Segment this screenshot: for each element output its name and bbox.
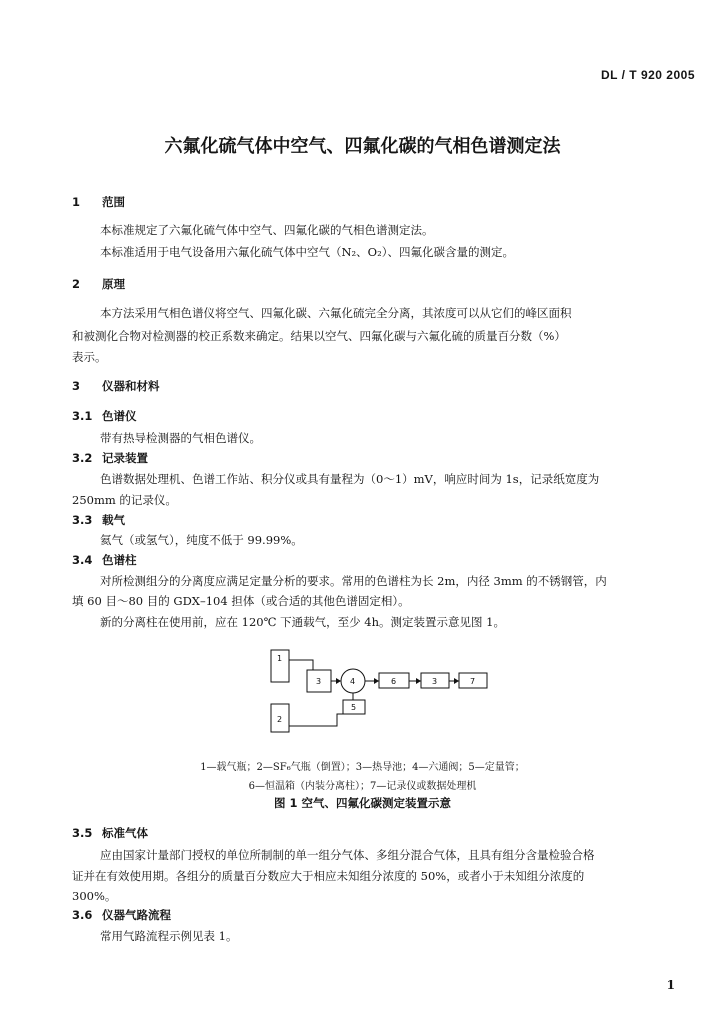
section-3-5-number: 3.5 — [72, 826, 93, 840]
section-3-2-title: 记录装置 — [102, 451, 148, 465]
section-3-4-line-2: 填 60 目～80 目的 GDX–104 担体（或合适的其他色谱固定相）。 — [72, 594, 410, 608]
label-4: 4 — [350, 677, 356, 686]
figure-caption-line-2: 6—恒温箱（内装分离柱）；7—记录仪或数据处理机 — [248, 781, 477, 792]
section-3-1-heading — [72, 408, 137, 424]
figure-caption-line-1: 1—载气瓶；2—SF₆气瓶（倒置）；3—热导池；4—六通阀；5—定量管； — [200, 762, 525, 773]
connector-line — [289, 660, 313, 670]
label-3b: 3 — [432, 677, 438, 686]
section-3-4-number: 3.4 — [72, 553, 93, 567]
section-3-6-heading — [72, 907, 171, 923]
section-3-5-line-1: 应由国家计量部门授权的单位所制制的单一组分气体、多组分混合气体，且具有组分含量检验合格 — [100, 848, 595, 862]
standard-number: DL / T 920 2005 — [601, 68, 695, 82]
section-3-4-title: 色谱柱 — [102, 553, 137, 567]
section-3-1-text: 带有热导检测器的气相色谱仪。 — [100, 431, 261, 445]
section-2-title: 原理 — [102, 277, 125, 291]
section-1-para-1: 本标准规定了六氟化硫气体中空气、四氟化碳的气相色谱测定法。 — [100, 223, 434, 237]
section-3-3-number: 3.3 — [72, 513, 93, 527]
section-3-6-text: 常用气路流程示例见表 1。 — [100, 929, 238, 943]
label-1: 1 — [277, 654, 283, 663]
section-3-2-line-2: 250mm 的记录仪。 — [72, 493, 177, 507]
section-3-4-heading — [72, 552, 137, 568]
section-3-6-number: 3.6 — [72, 908, 93, 922]
section-3-5-title: 标准气体 — [102, 826, 148, 840]
section-3-2-line-1: 色谱数据处理机、色谱工作站、积分仪或具有量程为（0～1）mV，响应时间为 1s，记录纸宽度为 — [100, 472, 600, 486]
section-3-1-title: 色谱仪 — [102, 409, 137, 423]
section-3-2-heading — [72, 450, 148, 466]
section-3-heading — [72, 378, 160, 394]
section-3-5-heading — [72, 825, 148, 841]
page-number: 1 — [666, 978, 675, 992]
measurement-apparatus-diagram — [265, 646, 495, 738]
section-3-5-line-3: 300%。 — [72, 889, 117, 903]
section-3-4-line-3: 新的分离柱在使用前，应在 120℃ 下通载气，至少 4h。测定装置示意见图 1。 — [100, 615, 505, 629]
section-3-5-line-2: 证并在有效使用期。各组分的质量百分数应大于相应未知组分浓度的 50%，或者小于未知组分浓度的 — [72, 869, 585, 883]
label-5: 5 — [351, 703, 357, 712]
section-3-3-heading — [72, 512, 125, 528]
section-3-number: 3 — [72, 379, 81, 393]
section-3-2-number: 3.2 — [72, 451, 93, 465]
section-3-6-title: 仪器气路流程 — [102, 908, 171, 922]
section-3-3-title: 载气 — [102, 513, 125, 527]
connector-line — [289, 714, 343, 726]
section-1-heading — [72, 194, 125, 210]
label-3: 3 — [316, 677, 322, 686]
section-3-title: 仪器和材料 — [102, 379, 160, 393]
figure-title: 图 1 空气、四氟化碳测定装置示意 — [273, 796, 451, 810]
section-1-number: 1 — [72, 195, 81, 209]
label-7: 7 — [470, 677, 476, 686]
label-6: 6 — [391, 677, 397, 686]
section-1-para-2: 本标准适用于电气设备用六氟化硫气体中空气（N₂、O₂）、四氟化碳含量的测定。 — [100, 245, 514, 259]
section-3-3-text: 氦气（或氢气），纯度不低于 99.99%。 — [100, 533, 303, 547]
section-3-4-line-1: 对所检测组分的分离度应满足定量分析的要求。常用的色谱柱为长 2m，内径 3mm 的不锈钢管，内 — [100, 574, 607, 588]
section-2-heading — [72, 276, 125, 292]
section-3-1-number: 3.1 — [72, 409, 93, 423]
section-1-title: 范围 — [102, 195, 125, 209]
page-title: 六氟化硫气体中空气、四氟化碳的气相色谱测定法 — [164, 136, 561, 157]
section-2-number: 2 — [72, 277, 81, 291]
section-2-line-2: 和被测化合物对检测器的校正系数来确定。结果以空气、四氟化碳与六氟化硫的质量百分数（%） — [72, 329, 566, 343]
section-2-line-3: 表示。 — [72, 350, 107, 364]
section-2-line-1: 本方法采用气相色谱仪将空气、四氟化碳、六氟化硫完全分离，其浓度可以从它们的峰区面积 — [100, 306, 572, 320]
label-2: 2 — [277, 715, 283, 724]
